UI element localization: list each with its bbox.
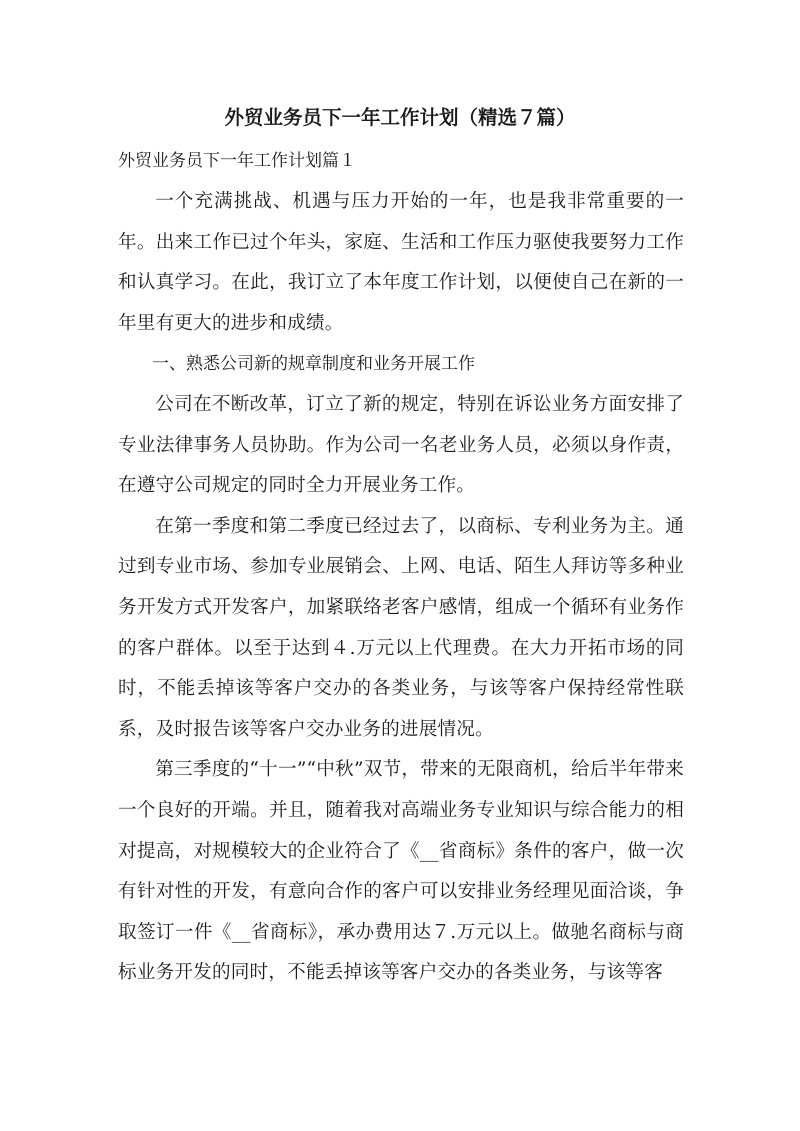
body-paragraph: 公司在不断改革，订立了新的规定，特别在诉讼业务方面安排了专业法律事务人员协助。作为公司一名老业务人员，必须以身作责，在遵守公司规定的同时全力开展业务工作。 [118,393,684,497]
body-paragraph: 在第一季度和第二季度已经过去了，以商标、专利业务为主。通过到专业市场、参加专业展销会、上网、电话、陌生人拜访等多种业务开发方式开发客户，加紧联络老客户感情，组成一个循环有业务作的客户群体。以至于达到４.万元以上代理费。在大力开拓市场的同时，不能丢掉该等客户交办的各类业务，与该等客户保持经常性联系，及时报告该等客户交办业务的进展情况。 [118,515,684,740]
section-title: 外贸业务员下一年工作计划篇１ [118,151,356,171]
document-body [118,182,684,994]
body-paragraph: 第三季度的“十一”“中秋”双节，带来的无限商机，给后半年带来一个良好的开端。并且，随着我对高端业务专业知识与综合能力的相对提高，对规模较大的企业符合了《__省商标》条件的客户，做一次有针对性的开发，有意向合作的客户可以安排业务经理见面洽谈，争取签订一件《__省商标》，承办费用达７.万元以上。做驰名商标与商标业务开发的同时，不能丢掉该等客户交办的各类业务，与该等客 [118,759,684,984]
document-title: 外贸业务员下一年工作计划（精选７篇） [224,106,576,129]
section-heading: 一、熟悉公司新的规章制度和业务开展工作 [152,354,475,375]
body-paragraph: 一个充满挑战、机遇与压力开始的一年，也是我非常重要的一年。出来工作已过个年头，家庭、生活和工作压力驱使我要努力工作和认真学习。在此，我订立了本年度工作计划，以便使自己在新的一年里有更大的进步和成绩。 [118,191,684,334]
